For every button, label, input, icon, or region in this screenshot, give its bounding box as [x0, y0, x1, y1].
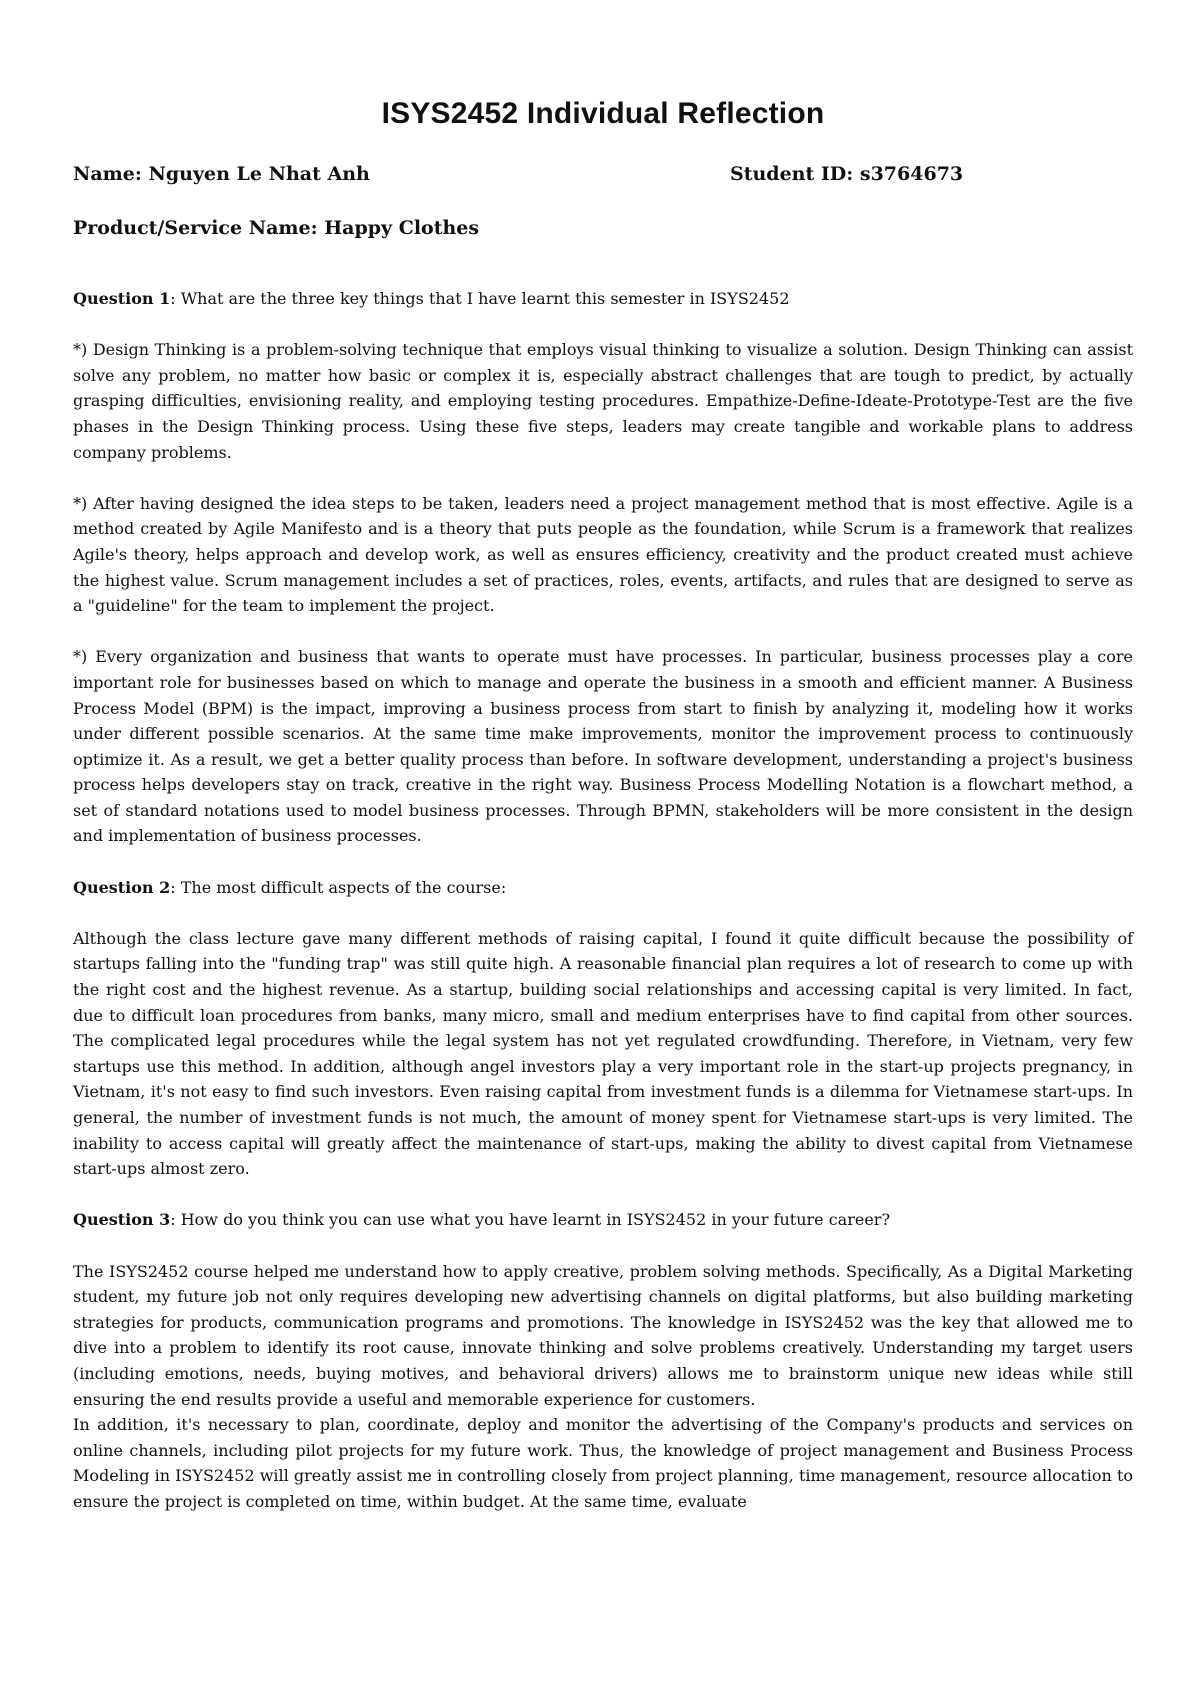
name-label: Name: [73, 163, 149, 185]
student-info-row [73, 160, 1133, 188]
question-2-label: Question 2 [73, 877, 171, 897]
question-3-paragraph-2: In addition, it's necessary to plan, coordinate, deploy and monitor the advertising of the Company's products and services on online channels, including pilot projects for my future work. Thus, the knowledge of project management and Business Process Modeling in ISYS2452 will greatly assist me in controlling closely from project planning, time management, resource allocation to ensure the project is completed on time, within budget. At the same time, evaluate [73, 1415, 1133, 1511]
question-3-label: Question 3 [73, 1210, 171, 1230]
question-1-heading [73, 286, 1133, 312]
product-name [73, 214, 1133, 242]
product-value: Happy Clothes [324, 217, 480, 239]
question-2-heading [73, 875, 1133, 901]
question-3-text: : How do you think you can use what you have learnt in ISYS2452 in your future career? [170, 1210, 891, 1230]
question-1-paragraph-2: *) After having designed the idea steps to be taken, leaders need a project management method that is most effective. Agile is a method created by Agile Manifesto and is a theory that puts people as the foundation, while Scrum is a framework that realizes Agile's theory, helps approach and develop work, as well as ensures efficiency, creativity and the product created must achieve the highest value. Scrum management includes a set of practices, roles, events, artifacts, and rules that are designed to serve as a "guideline" for the team to implement the project. [73, 493, 1133, 616]
question-3-heading [73, 1207, 1133, 1233]
page-title: ISYS2452 Individual Reflection [381, 97, 825, 130]
question-1-paragraph-3: *) Every organization and business that wants to operate must have processes. In particular, business processes play a core important role for businesses based on which to manage and operate the business in a smooth and efficient manner. A Business Process Model (BPM) is the impact, improving a business process from start to finish by analyzing it, modeling how it works under different possible scenarios. At the same time make improvements, monitor the improvement process to continuously optimize it. As a result, we get a better quality process than before. In software development, understanding a project's business process helps developers stay on track, creative in the right way. Business Process Modelling Notation is a flowchart method, a set of standard notations used to model business processes. Through BPMN, stakeholders will be more consistent in the design and implementation of business processes. [73, 647, 1133, 846]
student-id-label: Student ID: [730, 163, 860, 185]
product-label: Product/Service Name: [73, 217, 325, 239]
question-2-paragraph-1: Although the class lecture gave many different methods of raising capital, I found it quite difficult because the possibility of startups falling into the "funding trap" was still quite high. A reasonable financial plan requires a lot of research to come up with the right cost and the highest revenue. As a startup, building social relationships and accessing capital is very limited. In fact, due to difficult loan procedures from banks, many micro, small and medium enterprises have to find capital from other sources. The complicated legal procedures while the legal system has not yet regulated crowdfunding. Therefore, in Vietnam, very few startups use this method. In addition, although angel investors play a very important role in the start-up projects pregnancy, in Vietnam, it's not easy to find such investors. Even raising capital from investment funds is a dilemma for Vietnamese start-ups. In general, the number of investment funds is not much, the amount of money spent for Vietnamese start-ups is very limited. The inability to access capital will greatly affect the maintenance of start-ups, making the ability to divest capital from Vietnamese start-ups almost zero. [73, 928, 1133, 1179]
name-value: Nguyen Le Nhat Anh [148, 163, 370, 185]
student-id [730, 160, 1133, 188]
student-name [73, 160, 730, 188]
question-2-text: : The most difficult aspects of the course: [170, 877, 507, 897]
document-page [73, 96, 1133, 1515]
question-1-paragraph-1: *) Design Thinking is a problem-solving technique that employs visual thinking to visualize a solution. Design Thinking can assist solve any problem, no matter how basic or complex it is, especially abstract challenges that are tough to predict, by actually grasping difficulties, envisioning reality, and employing testing procedures. Empathize-Define-Ideate-Prototype-Test are the five phases in the Design Thinking process. Using these five steps, leaders may create tangible and workable plans to address company problems. [73, 340, 1133, 462]
question-3-paragraph-1: The ISYS2452 course helped me understand how to apply creative, problem solving methods. Specifically, As a Digital Marketing student, my future job not only requires developing new advertising channels on digital platforms, but also building marketing strategies for products, communication programs and promotions. The knowledge in ISYS2452 was the key that allowed me to dive into a problem to identify its root cause, innovate thinking and solve problems creatively. Understanding my target users (including emotions, needs, buying motives, and behavioral drivers) allows me to brainstorm unique new ideas while still ensuring the end results provide a useful and memorable experience for customers. [73, 1261, 1133, 1409]
question-1-label: Question 1 [73, 289, 171, 308]
student-id-value: s3764673 [859, 163, 964, 185]
question-1-text: : What are the three key things that I have learnt this semester in ISYS2452 [170, 289, 790, 308]
